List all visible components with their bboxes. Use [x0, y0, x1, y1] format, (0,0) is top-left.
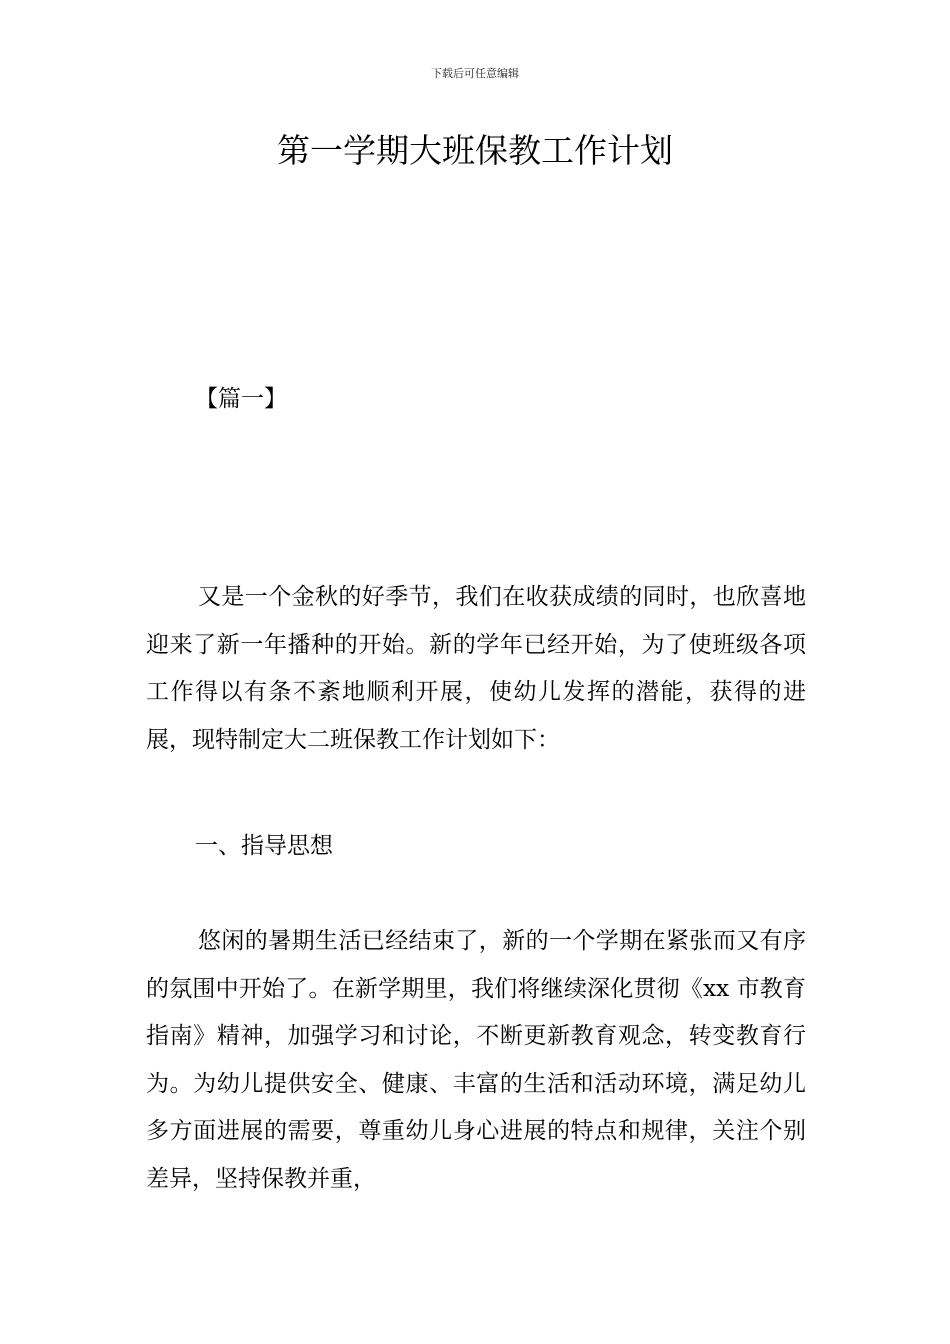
guiding-paragraph: 悠闲的暑期生活已经结束了，新的一个学期在紧张而又有序的氛围中开始了。在新学期里，我们将继续深化贯彻《xx 市教育指南》精神，加强学习和讨论，不断更新教育观念，转变教育行为。为幼儿提供安全、健康、丰富的生活和活动环境，满足幼儿多方面进展的需要，尊重幼儿身心进展的特点和规律，关注个别差异，坚持保教并重， — [146, 928, 806, 1192]
document-title: 第一学期大班保教工作计划 — [277, 131, 673, 170]
section-label: 【篇一】 — [195, 386, 287, 412]
section-heading: 一、指导思想 — [195, 833, 333, 859]
intro-paragraph: 又是一个金秋的好季节，我们在收获成绩的同时，也欣喜地迎来了新一年播种的开始。新的学年已经开始，为了使班级各项工作得以有条不紊地顺利开展，使幼儿发挥的潜能，获得的进展，现特制定大二班保教工作计划如下： — [146, 584, 806, 753]
header-note: 下载后可任意编辑 — [431, 67, 519, 80]
